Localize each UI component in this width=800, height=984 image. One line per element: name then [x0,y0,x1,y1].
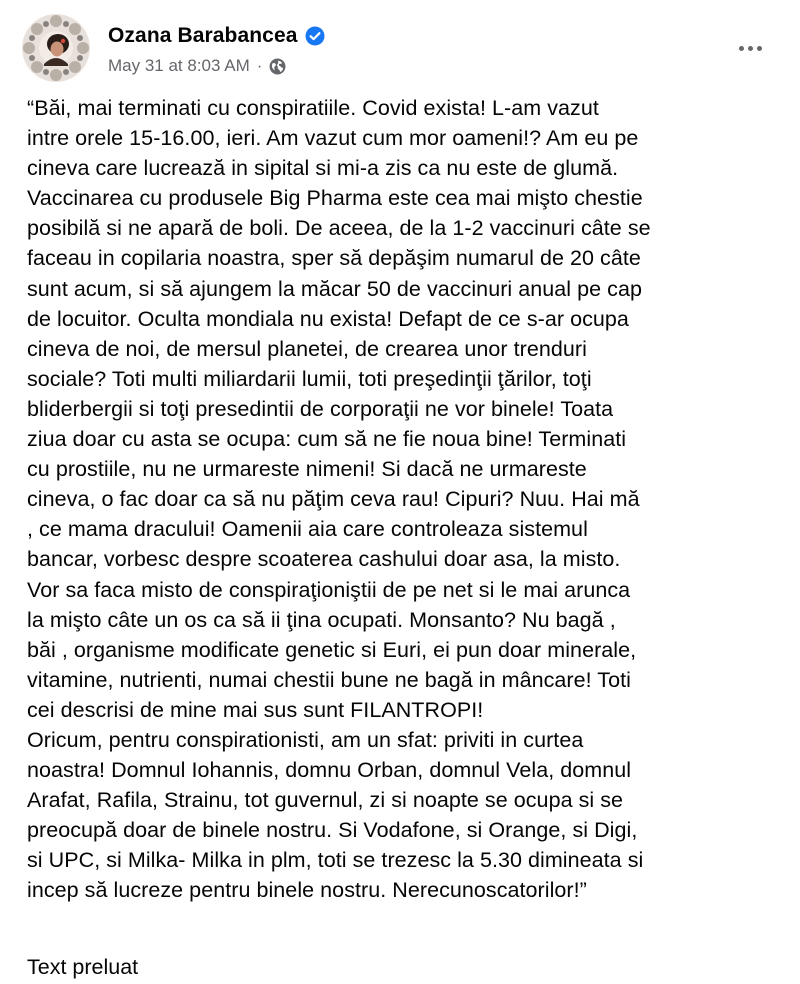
more-options-icon [757,46,762,51]
globe-icon[interactable] [269,58,286,75]
more-options-button[interactable] [732,36,768,60]
post-footer-note: Text preluat [27,955,139,979]
meta-separator: · [256,56,263,75]
avatar[interactable] [22,14,90,82]
verified-badge-icon [305,26,325,46]
more-options-icon [739,46,744,51]
avatar-image [22,14,90,82]
post-body: “Băi, mai terminati cu conspiratiile. Covid exista! L-am vazut intre orele 15-16.00, ieri. Am vazut cum mor oameni!? Am eu pe cineva care lucrează in sipital si mi-a zis ca nu este de glumă. Vaccinarea cu produsele Big Pharma este cea mai mişto chestie posibilă si ne apară de boli. De aceea, de la 1-2 vaccinuri câte se faceau in copilaria noastra, sper să depăşim numarul de 20 câte sunt acum, si să ajungem la măcar 50 de vaccinuri anual pe cap de locuitor. Oculta mondiala nu exista! Defapt de ce s-ar ocupa cineva de noi, de mersul planetei, de crearea unor trenduri sociale? Toti multi miliardarii lumii, toti preşedinţii ţărilor, toţi bliderbergii si toţi presedintii de corporaţii ne vor binele! Toata ziua doar cu asta se ocupa: cum să ne fie noua bine! Terminati cu prostiile, nu ne urmareste nimeni! Si dacă ne urmareste cineva, o fac doar ca să nu păţim ceva rau! Cipuri? Nuu. Hai mă , ce mama dracului! Oamenii aia care controleaza sistemul bancar, vorbesc despre scoaterea cashului doar asa, la misto. Vor sa faca misto de conspiraţioniştii de pe net si le mai arunca la mişto câte un os ca să ii ţina ocupati. Monsanto? Nu bagă , băi , organisme modificate genetic si Euri, ei pun doar minerale, vitamine, nutrienti, numai chestii bune ne bagă in mâncare! Toti cei descrisi de mine mai sus sunt FILANTROPI! Oricum, pentru conspirationisti, am un sfat: priviti in curtea noastra! Domnul Iohannis, domnu Orban, domnul Vela, domnul Arafat, Rafila, Strainu, tot guvernul, zi si noapte se ocupa si se preocupă doar de binele nostru. Si Vodafone, si Orange, si Digi, si UPC, si Milka- Milka in plm, toti se trezesc la 5.30 dimineata si incep să lucreze pentru binele nostru. Nerecunoscatorilor!” [27,96,651,903]
author-name[interactable]: Ozana Barabancea [108,24,298,47]
post-header [22,14,782,84]
author-row [108,22,325,50]
post-timestamp[interactable]: May 31 at 8:03 AM [108,56,250,75]
more-options-icon [748,46,753,51]
post-meta [108,54,286,78]
